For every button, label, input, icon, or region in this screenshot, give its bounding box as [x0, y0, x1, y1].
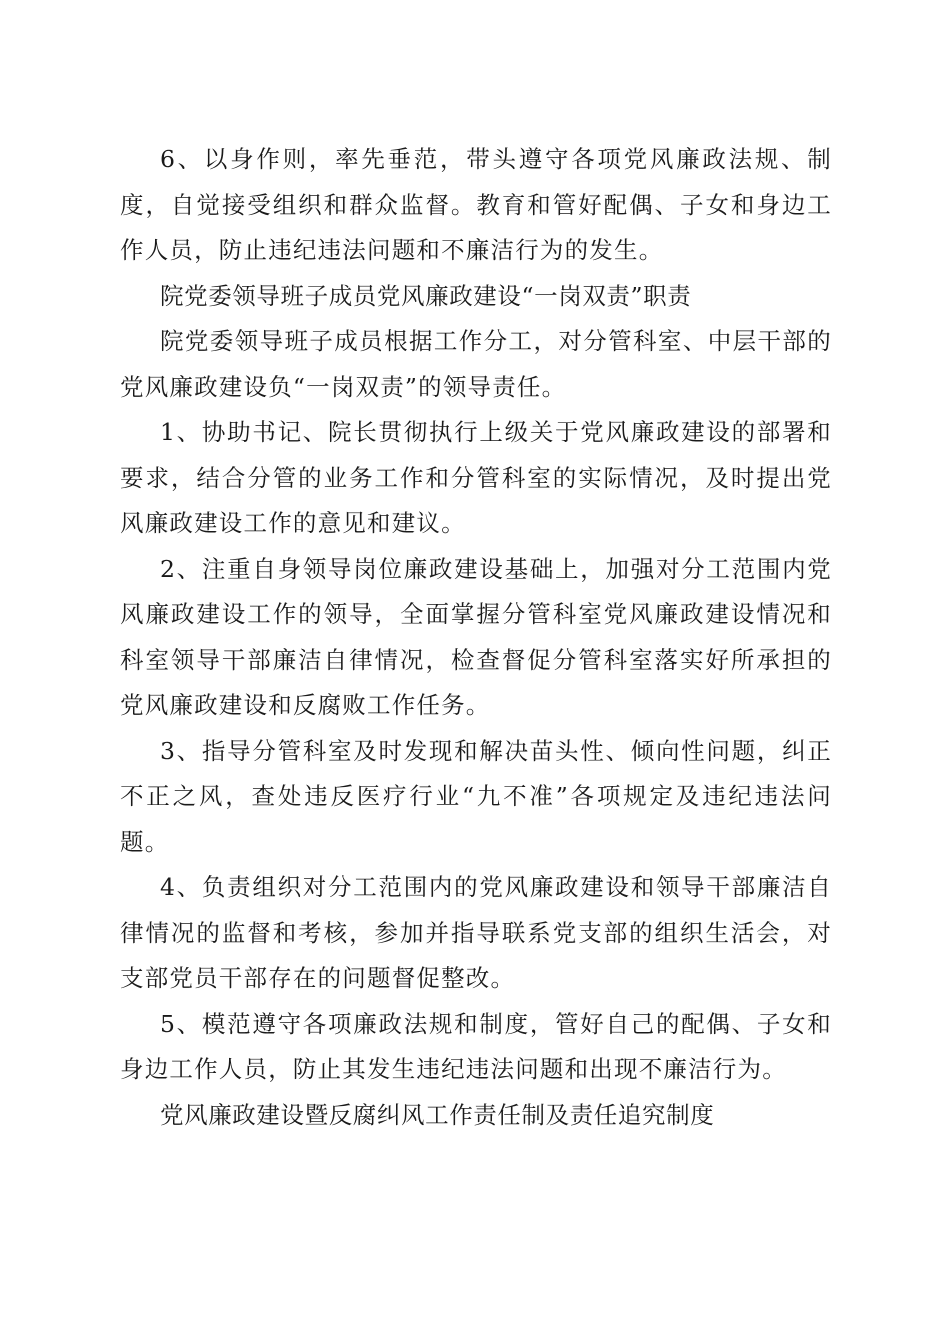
paragraph-intro-responsibility: 院党委领导班子成员根据工作分工，对分管科室、中层干部的党风廉政建设负“一岗双责”的领导责任。 [120, 327, 832, 401]
section-heading-responsibility-system: 党风廉政建设暨反腐纠风工作责任制及责任追究制度 [160, 1100, 715, 1129]
paragraph-item-2: 2、注重自身领导岗位廉政建设基础上，加强对分工范围内党风廉政建设工作的领导，全面掌握分管科室党风廉政建设情况和科室领导干部廉洁自律情况，检查督促分管科室落实好所承担的党风廉政建设和反腐败工作任务。 [120, 554, 832, 719]
paragraph-item-6: 6、以身作则，率先垂范，带头遵守各项党风廉政法规、制度，自觉接受组织和群众监督。教育和管好配偶、子女和身边工作人员，防止违纪违法问题和不廉洁行为的发生。 [120, 145, 832, 264]
document-page [120, 137, 832, 1138]
section-heading-one-post-two-duties: 院党委领导班子成员党风廉政建设“一岗双责”职责 [160, 281, 692, 310]
paragraph-item-5: 5、模范遵守各项廉政法规和制度，管好自己的配偶、子女和身边工作人员，防止其发生违纪违法问题和出现不廉洁行为。 [120, 1009, 832, 1083]
paragraph-item-1: 1、协助书记、院长贯彻执行上级关于党风廉政建设的部署和要求，结合分管的业务工作和分管科室的实际情况，及时提出党风廉政建设工作的意见和建议。 [120, 418, 832, 537]
paragraph-item-4: 4、负责组织对分工范围内的党风廉政建设和领导干部廉洁自律情况的监督和考核，参加并指导联系党支部的组织生活会，对支部党员干部存在的问题督促整改。 [120, 873, 832, 992]
paragraph-item-3: 3、指导分管科室及时发现和解决苗头性、倾向性问题，纠正不正之风，查处违反医疗行业“九不准”各项规定及违纪违法问题。 [120, 736, 832, 856]
